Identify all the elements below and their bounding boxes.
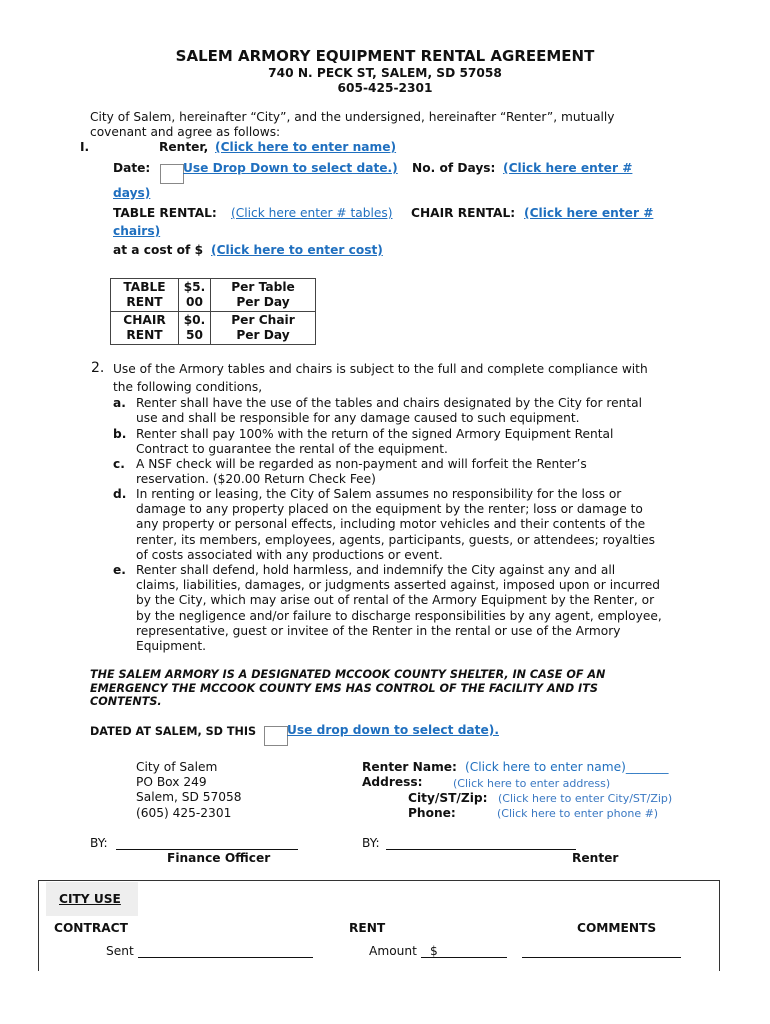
chair-rental-field-continued[interactable]: chairs) <box>113 224 161 238</box>
days-label: No. of Days: <box>412 161 496 175</box>
renter-csz-label: City/ST/Zip: <box>408 791 488 805</box>
days-field-continued[interactable]: days) <box>113 186 151 200</box>
dated-dropdown-field[interactable]: Use drop down to select date). <box>287 723 499 737</box>
rate-price: $0. <box>183 313 206 327</box>
rate-price-cell <box>179 279 211 312</box>
condition-b-marker: b. <box>113 427 127 441</box>
condition-a <box>136 396 642 426</box>
section-2-line-1: Use of the Armory tables and chairs is subject to the full and complete compliance with <box>113 362 648 376</box>
armory-phone: 605-425-2301 <box>337 81 433 95</box>
condition-line: reservation. ($20.00 Return Check Fee) <box>136 472 376 487</box>
document-title: SALEM ARMORY EQUIPMENT RENTAL AGREEMENT <box>175 47 595 65</box>
renter-name-label: Renter Name: <box>362 760 457 774</box>
rate-item: CHAIR <box>123 313 166 327</box>
city-po-box: PO Box 249 <box>136 775 207 790</box>
renter-name-field[interactable]: (Click here to enter name) <box>215 140 397 154</box>
city-signature-line[interactable] <box>116 849 298 850</box>
rates-table <box>110 278 316 345</box>
condition-line: A NSF check will be regarded as non-payment and will forfeit the Renter’s <box>136 457 587 471</box>
intro-line-1: City of Salem, hereinafter “City”, and the undersigned, hereinafter “Renter”, mutually <box>90 110 615 124</box>
comments-heading: COMMENTS <box>577 921 657 935</box>
intro-line-2: covenant and agree as follows: <box>90 125 281 139</box>
renter-address-input[interactable]: (Click here to enter address) <box>453 777 611 790</box>
renter-phone-input[interactable]: (Click here to enter phone #) <box>497 807 659 820</box>
condition-line: In renting or leasing, the City of Salem assumes no responsibility for the loss or <box>136 487 622 501</box>
renter-address-label: Address: <box>362 775 423 789</box>
rate-price: 50 <box>186 328 203 342</box>
city-by-label: BY: <box>90 836 108 850</box>
city-name: City of Salem <box>136 760 218 774</box>
comments-line[interactable] <box>522 957 681 958</box>
chair-rental-field[interactable]: (Click here enter # <box>524 206 654 220</box>
condition-e <box>136 563 662 654</box>
condition-line: any property or personal effects, including motor vehicles and their contents of the <box>136 517 646 532</box>
condition-line: Renter shall pay 100% with the return of the signed Armory Equipment Rental <box>136 427 614 441</box>
sent-line[interactable] <box>138 957 313 958</box>
condition-d <box>136 487 655 563</box>
condition-line: renter, its members, employees, agents, participants, guests, or attendees; royalties <box>136 532 655 547</box>
condition-line: Contract to guarantee the rental of the equipment. <box>136 442 448 457</box>
condition-line: Equipment. <box>136 639 207 654</box>
dated-label: DATED AT SALEM, SD THIS <box>90 725 257 738</box>
chair-rental-label: CHAIR RENTAL: <box>411 206 516 220</box>
condition-line: Renter shall defend, hold harmless, and indemnify the City against any and all <box>136 563 616 577</box>
section-2-marker: 2. <box>91 360 105 376</box>
rate-item: RENT <box>126 328 163 342</box>
renter-phone-label: Phone: <box>408 806 456 820</box>
city-phone: (605) 425-2301 <box>136 805 232 820</box>
finance-officer-title: Finance Officer <box>167 851 271 865</box>
rate-unit: Per Day <box>236 295 290 309</box>
rate-item-cell <box>111 312 179 345</box>
condition-b <box>136 427 613 457</box>
renter-label: Renter, <box>159 140 209 154</box>
city-citystate: Salem, SD 57058 <box>136 790 242 805</box>
condition-line: damage to any property placed on the equipment by the renter; loss or damage to <box>136 502 643 517</box>
section-2-line-2: the following conditions, <box>113 380 263 394</box>
condition-line: by the negligence and/or failure to discharge responsibilities by any agent, employee, <box>136 608 662 623</box>
condition-a-marker: a. <box>113 396 126 410</box>
rate-item-cell <box>111 279 179 312</box>
condition-line: by the City, which may arise out of rental of the Armory Equipment by the Renter, or <box>136 593 655 608</box>
table-rental-field[interactable]: (Click here enter # tables) <box>231 206 393 220</box>
shelter-warning: THE SALEM ARMORY IS A DESIGNATED MCCOOK COUNTY SHELTER, IN CASE OF AN EMERGENCY THE MCCOOK COUNTY EMS HAS CONTROL OF THE FACILITY AND ITS CONTENTS. <box>90 668 606 708</box>
cost-field[interactable]: (Click here to enter cost) <box>211 243 383 257</box>
date-dropdown-field[interactable]: Use Drop Down to select date.) <box>183 161 398 175</box>
renter-name-input[interactable]: (Click here to enter name)_______ <box>465 760 669 774</box>
rate-price-cell <box>179 312 211 345</box>
amount-label: Amount <box>369 944 417 958</box>
renter-title: Renter <box>572 851 619 865</box>
city-use-title: CITY USE <box>59 892 121 906</box>
dated-dropdown-box[interactable] <box>264 726 288 746</box>
rate-unit-cell <box>211 312 316 345</box>
sent-label: Sent <box>106 944 134 958</box>
rate-unit: Per Table <box>231 280 295 294</box>
contract-heading: CONTRACT <box>54 921 128 935</box>
date-label: Date: <box>113 161 151 175</box>
section-1-marker: I. <box>80 140 90 154</box>
amount-line[interactable] <box>421 957 507 958</box>
rate-unit: Per Chair <box>231 313 295 327</box>
rate-item: TABLE <box>123 280 166 294</box>
condition-line: of costs associated with any productions or event. <box>136 547 443 562</box>
days-field[interactable]: (Click here enter # <box>503 161 633 175</box>
condition-line: use and shall be responsible for any damage caused to such equipment. <box>136 411 580 426</box>
rate-price: $5. <box>183 280 206 294</box>
condition-line: Renter shall have the use of the tables and chairs designated by the City for rental <box>136 396 642 410</box>
cost-label: at a cost of $ <box>113 243 204 257</box>
condition-e-marker: e. <box>113 563 126 577</box>
table-rental-label: TABLE RENTAL: <box>113 206 217 220</box>
rate-item: RENT <box>126 295 163 309</box>
rate-unit-cell <box>211 279 316 312</box>
condition-line: claims, liabilities, damages, or judgments asserted against, imposed upon or incurred <box>136 578 661 593</box>
renter-signature-line[interactable] <box>386 849 576 850</box>
condition-c <box>136 457 587 487</box>
table-row <box>111 312 316 345</box>
rate-unit: Per Day <box>236 328 290 342</box>
condition-d-marker: d. <box>113 487 127 501</box>
city-address-block <box>136 760 241 821</box>
rent-heading: RENT <box>349 921 386 935</box>
table-row <box>111 279 316 312</box>
renter-by-label: BY: <box>362 836 380 850</box>
condition-c-marker: c. <box>113 457 125 471</box>
renter-csz-input[interactable]: (Click here to enter City/ST/Zip) <box>498 792 673 805</box>
condition-line: representative, guest or invitee of the Renter in the rental or use of the Armory <box>136 623 621 638</box>
armory-address: 740 N. PECK ST, SALEM, SD 57058 <box>268 66 502 80</box>
date-dropdown-box[interactable] <box>160 164 184 184</box>
dollar-sign: $ <box>430 944 438 958</box>
rate-price: 00 <box>186 295 203 309</box>
